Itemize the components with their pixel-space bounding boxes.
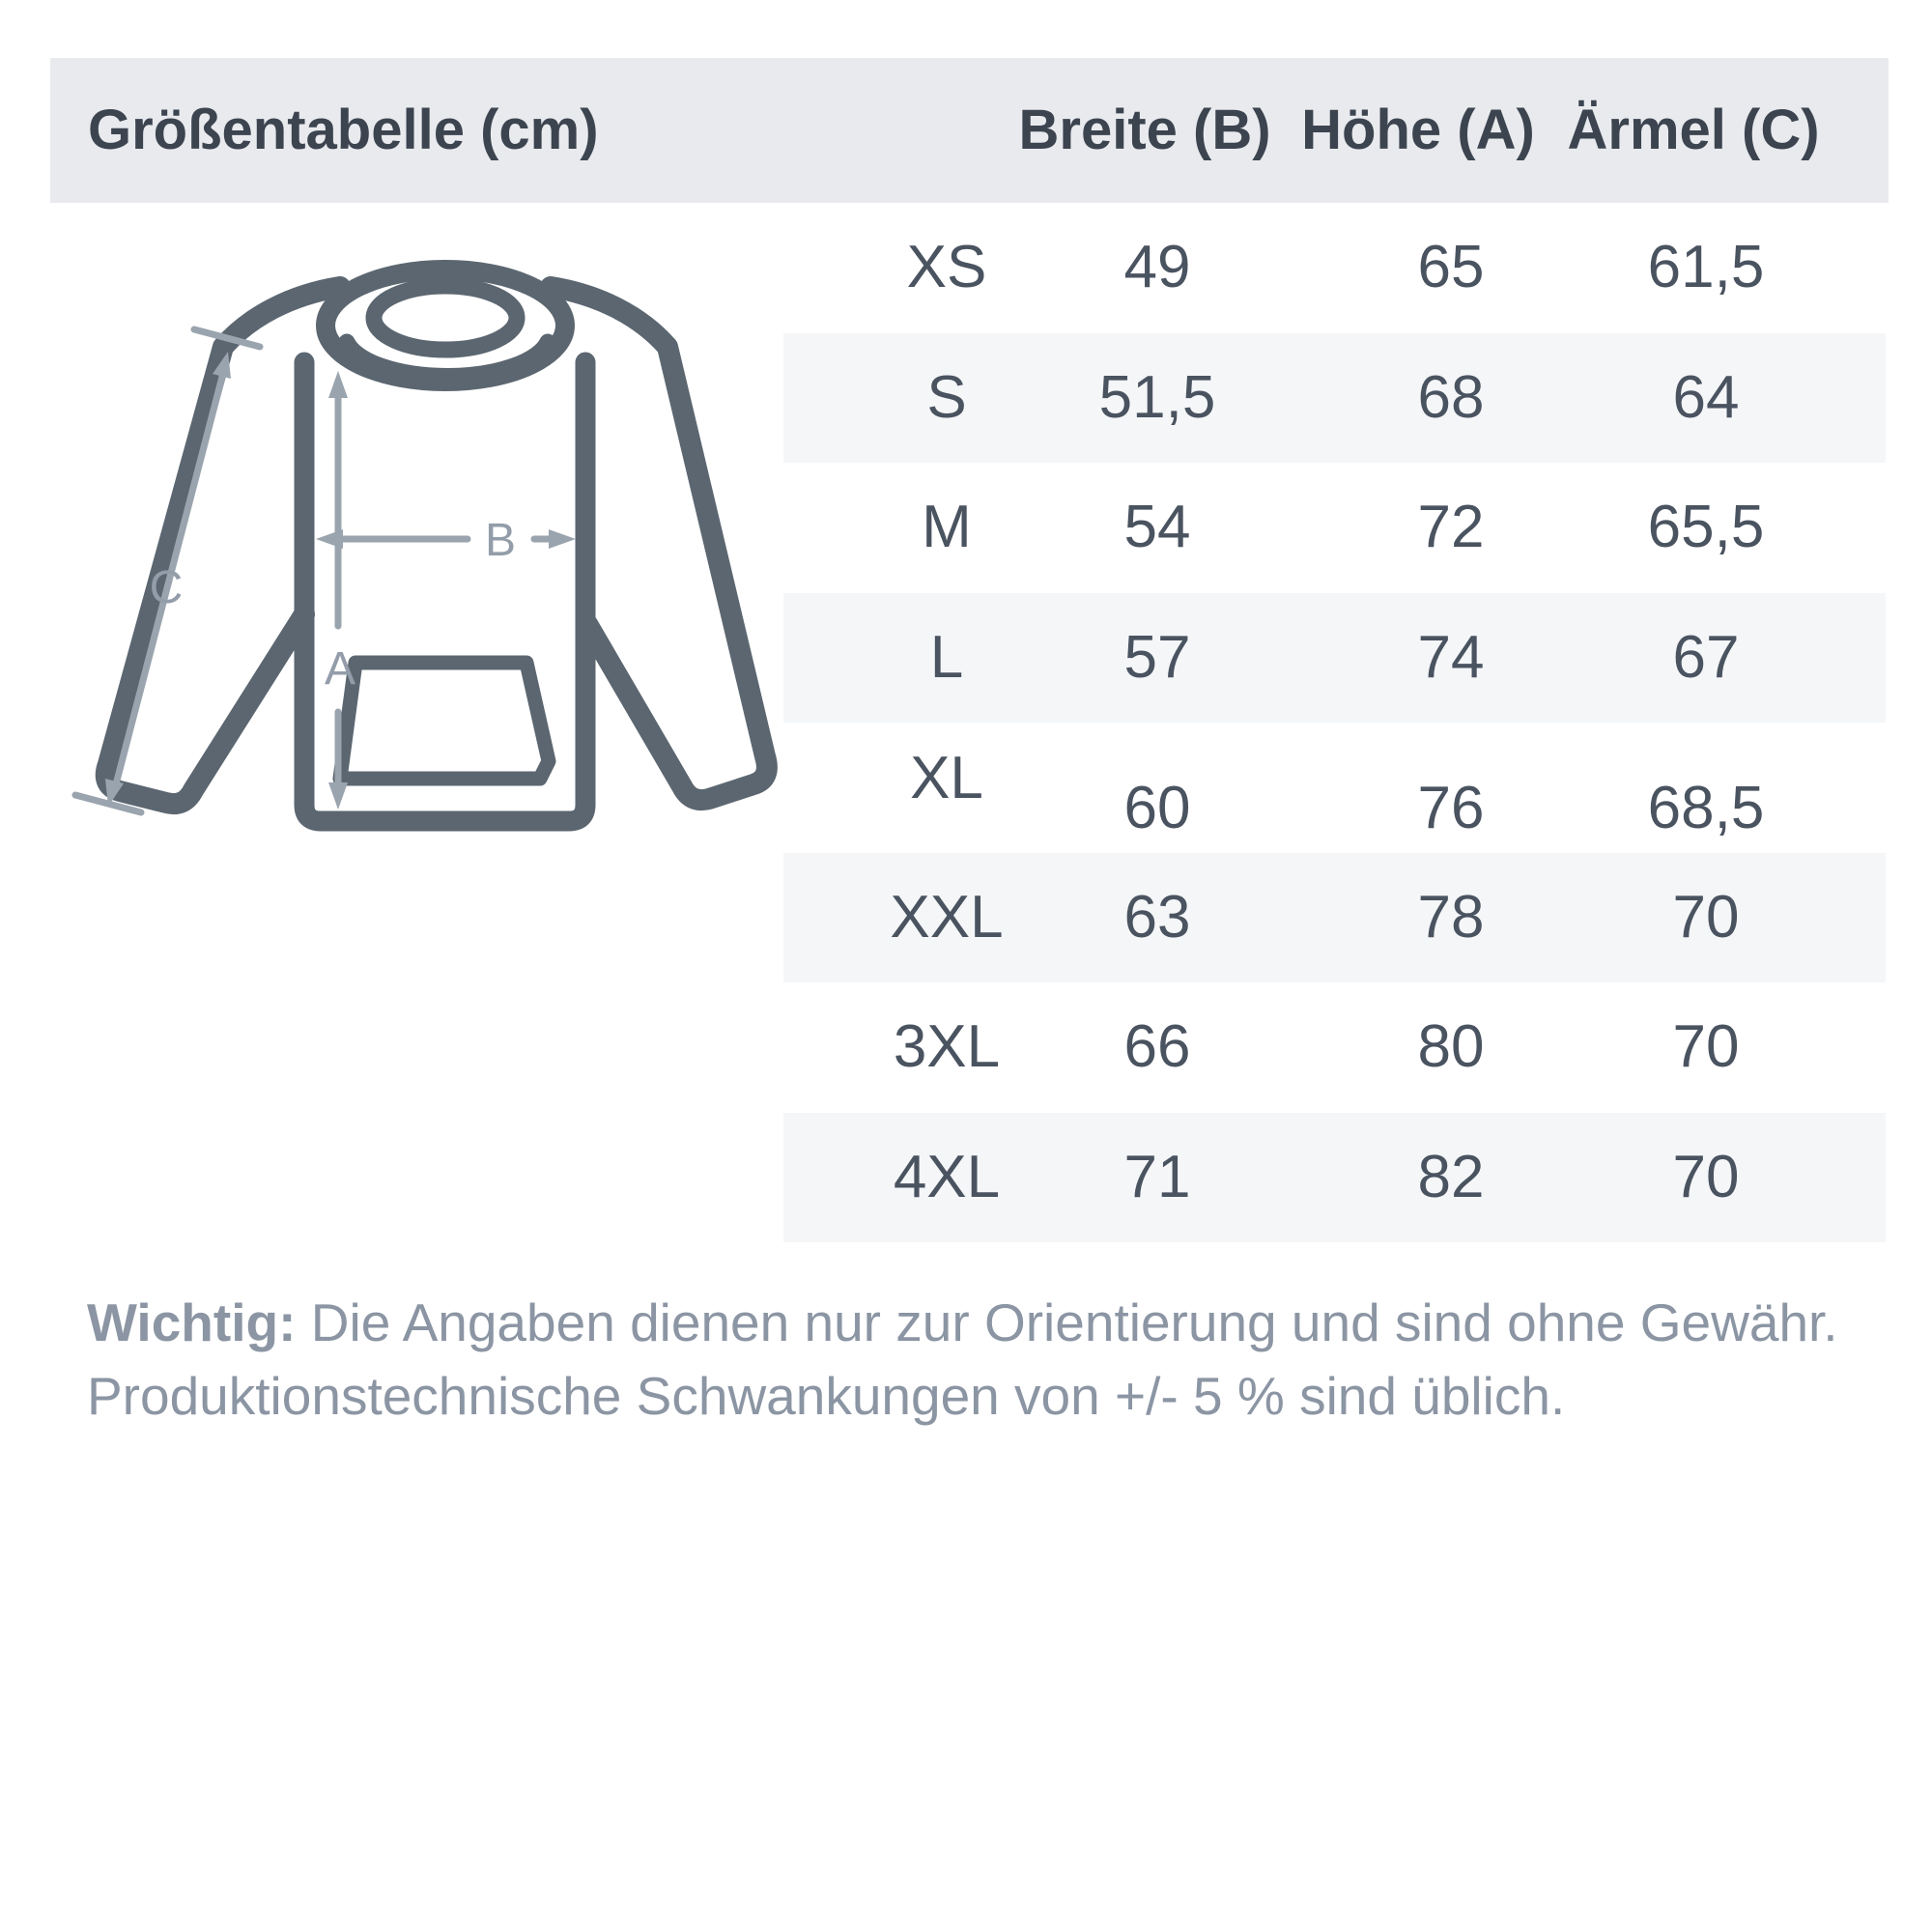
aermel-value: 61,5 xyxy=(1647,234,1765,300)
measure-label-c: C xyxy=(149,562,184,613)
table-row-4xl xyxy=(783,1113,1886,1243)
measure-label-b: B xyxy=(484,515,517,566)
size-table xyxy=(783,203,1886,1242)
aermel-value: 64 xyxy=(1672,363,1740,431)
size-label: S xyxy=(926,363,967,431)
hood-inner-ring xyxy=(374,286,517,350)
size-label: L xyxy=(929,623,964,691)
aermel-value: 70 xyxy=(1672,1143,1740,1210)
breite-value: 49 xyxy=(1123,234,1191,300)
hoehe-value: 72 xyxy=(1417,494,1485,560)
table-row-3xl xyxy=(783,982,1886,1113)
footer-note xyxy=(87,1286,1903,1433)
page-title: Größentabelle (cm) xyxy=(88,99,599,161)
size-table-header xyxy=(50,58,1889,203)
aermel-value: 70 xyxy=(1672,1013,1740,1080)
size-label: 4XL xyxy=(893,1143,1001,1210)
hoehe-value: 80 xyxy=(1417,1013,1485,1080)
arrow-b-head-right xyxy=(549,529,576,549)
size-label: XXL xyxy=(890,883,1004,951)
table-row-l xyxy=(783,593,1886,724)
hoehe-value: 68 xyxy=(1417,363,1485,431)
aermel-value: 70 xyxy=(1672,883,1740,951)
arrow-a-head-top xyxy=(328,371,348,398)
breite-value: 66 xyxy=(1123,1013,1191,1080)
size-label: 3XL xyxy=(893,1013,1001,1080)
column-header-hoehe: Höhe (A) xyxy=(1301,99,1535,161)
aermel-value: 65,5 xyxy=(1647,494,1765,560)
hoehe-value: 74 xyxy=(1417,623,1485,691)
pocket-outline xyxy=(340,663,549,779)
aermel-value: 68,5 xyxy=(1647,775,1765,841)
size-label: M xyxy=(922,494,972,560)
column-header-aermel: Ärmel (C) xyxy=(1567,99,1820,161)
footer-line-1-text: Die Angaben dienen nur zur Orientierung und sind ohne Gewähr. xyxy=(310,1293,1838,1352)
footer-line-2 xyxy=(87,1359,1903,1433)
hoehe-value: 76 xyxy=(1417,775,1485,841)
footer-important-label: Wichtig: xyxy=(87,1293,297,1352)
breite-value: 51,5 xyxy=(1098,363,1216,431)
table-row-xs xyxy=(783,203,1886,333)
breite-value: 57 xyxy=(1123,623,1191,691)
breite-value: 54 xyxy=(1123,494,1191,560)
arrow-b-head-left xyxy=(316,529,343,549)
footer-line-2-text: Produktionstechnische Schwankungen von +/- 5 % sind üblich. xyxy=(87,1366,1566,1426)
breite-value: 63 xyxy=(1123,883,1191,951)
table-row-xxl xyxy=(783,853,1886,983)
measure-label-a: A xyxy=(324,643,356,695)
hoehe-value: 82 xyxy=(1417,1143,1485,1210)
table-row-xl xyxy=(783,723,1886,853)
hoehe-value: 65 xyxy=(1417,234,1485,300)
footer-line-1 xyxy=(87,1286,1903,1359)
aermel-value: 67 xyxy=(1672,623,1740,691)
arrow-a-head-bottom xyxy=(328,782,348,810)
table-row-s xyxy=(783,333,1886,464)
hoehe-value: 78 xyxy=(1417,883,1485,951)
size-label: XL xyxy=(910,745,983,811)
breite-value: 60 xyxy=(1123,775,1191,841)
column-header-breite: Breite (B) xyxy=(1018,99,1271,161)
hoodie-measurement-diagram xyxy=(48,232,802,860)
breite-value: 71 xyxy=(1123,1143,1191,1210)
size-label: XS xyxy=(906,234,987,300)
table-row-m xyxy=(783,463,1886,593)
